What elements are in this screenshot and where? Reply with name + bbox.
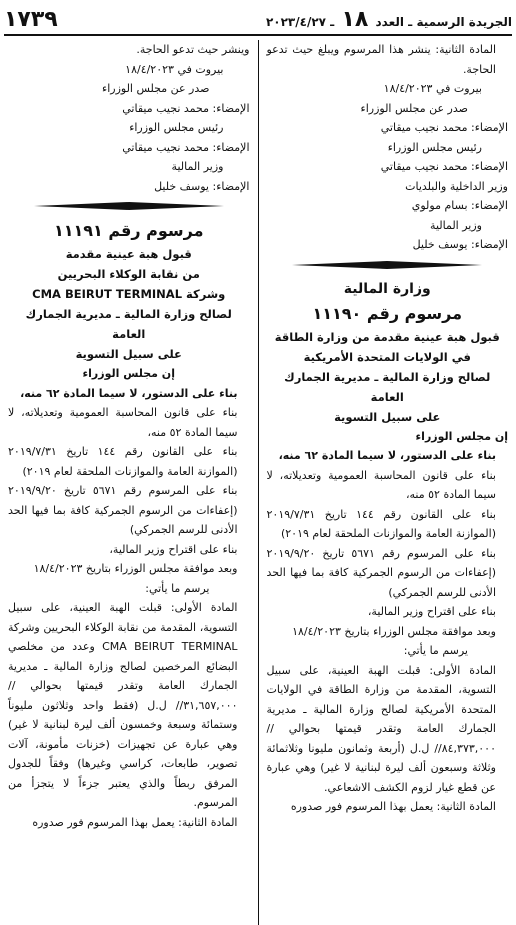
left-proposal-clause: بناء على اقتراح وزير المالية، xyxy=(109,542,238,556)
left-constitution-clause: بناء على الدستور، لا سيما المادة ٦٢ منه، xyxy=(20,386,238,400)
ministry-heading: وزارة المالية xyxy=(343,280,431,297)
right-decree-heading-3: لصالح وزارة المالية ـ مديرية الجمارك العامة xyxy=(284,369,491,404)
right-decree-heading-1: قبول هبة عينية مقدمة من وزارة الطاقة xyxy=(274,329,500,344)
page-header xyxy=(4,4,512,36)
right-signature-4: الإمضاء: يوسف خليل xyxy=(412,238,508,251)
left-publish-continuation: وينشر حيث تدعو الحاجة. xyxy=(136,43,250,56)
left-law-144-clause: بناء على القانون رقم ١٤٤ تاريخ ٢٠١٩/٧/٣١ (الموازنة العامة والموازنات الملحقة لعام ٢٠١٩) xyxy=(8,445,238,478)
right-place-date: بيروت في ١٨/٤/٢٠٢٣ xyxy=(383,82,482,95)
left-approval-clause: وبعد موافقة مجلس الوزراء بتاريخ ١٨/٤/٢٠٢٣ xyxy=(33,562,238,575)
gazette-title: الجريدة الرسمية ـ العدد xyxy=(375,14,512,29)
gazette-issue-info xyxy=(266,7,512,32)
left-column xyxy=(4,40,254,925)
left-pm-title: رئيس مجلس الوزراء xyxy=(129,121,224,134)
page-number: ١٧٣٩ xyxy=(4,6,58,32)
right-decree-5671-clause: بناء على المرسوم رقم ٥٦٧١ تاريخ ٢٠١٩/٩/٢٠ (إعفاءات من الرسوم الجمركية كافة بما فيها الحد الأدنى للرسم الجمركي) xyxy=(266,546,496,599)
left-decrees-following: يرسم ما يأتي: xyxy=(145,581,210,595)
right-council-intro: إن مجلس الوزراء xyxy=(415,429,508,443)
right-decrees-following: يرسم ما يأتي: xyxy=(403,644,468,657)
right-decree-heading-2: في الولايات المتحدة الأمريكية xyxy=(303,349,471,364)
left-signature-1: الإمضاء: محمد نجيب ميقاتي xyxy=(122,101,250,115)
right-finance-minister-title: وزير المالية xyxy=(430,218,482,232)
left-decree-heading-5: على سبيل التسوية xyxy=(75,347,182,361)
right-article-1: المادة الأولى: قبلت الهبة العينية، على سبيل التسوية، المقدمة من وزارة الطاقة في الولايات المتحدة الأمريكية لصالح وزارة المالية ـ مديرية الجمارك العامة وتقدر قيمتها بحوالي //٨٤,٣٧٣,٠٠٠// ل.ل (أربعة وثمانون مليونا وثلاثمائة وثلاثة وسبعون ألف ليرة لبنانية لا غير) وهي عبارة عن قطع غيار لزوم الكشف الاشعاعي. xyxy=(266,663,496,794)
left-decree-5671-clause: بناء على المرسوم رقم ٥٦٧١ تاريخ ٢٠١٩/٩/٢٠ (إعفاءات من الرسوم الجمركية كافة بما فيها الحد الأدنى للرسم الجمركي) xyxy=(8,484,238,536)
left-accounting-law-clause: بناء على قانون المحاسبة العمومية وتعديلاته، لا سيما المادة ٥٢ منه، xyxy=(8,406,238,439)
left-decree-heading-2: من نقابة الوكلاء البحريين xyxy=(57,267,200,281)
section-separator xyxy=(8,202,250,210)
left-article-1: المادة الأولى: قبلت الهبة العينية، على سبيل التسوية، المقدمة من نقابة الوكلاء البحريين وشركة CMA BEIRUT TERMINAL وعدد من مخلصي البضائع المرخصين لصالح وزارة المالية ـ مديرية الجمارك العامة وتقدر قيمتها بحوالي //٣١,٦٥٧,٠٠٠// ل.ل (فقط واحد وثلاثون مليوناً وستمائة وسبعة وخمسون ألف ليرة لبنانية لا غير) وهي عبارة عن تجهيزات (خزنات مأمونة، آلات تصوير، طابعات، كراسي وغيرها) وفقاً للجدول المرفق ربطاً والذي يعتبر جزءاً لا يتجزأ من المرسوم. xyxy=(8,601,238,809)
left-issued-by: صدر عن مجلس الوزراء xyxy=(102,82,210,95)
right-proposal-clause: بناء على اقتراح وزير المالية، xyxy=(367,605,496,618)
left-decree-heading-3: وشركة CMA BEIRUT TERMINAL xyxy=(32,287,226,301)
column-divider xyxy=(258,40,259,925)
issue-date: ـ ٢٠٢٣/٤/٢٧ xyxy=(265,14,335,29)
right-issued-by: صدر عن مجلس الوزراء xyxy=(360,101,468,115)
right-approval-clause: وبعد موافقة مجلس الوزراء بتاريخ ١٨/٤/٢٠٢٣ xyxy=(292,624,496,638)
left-finance-minister-title: وزير المالية xyxy=(171,160,224,173)
issue-number: ١٨ xyxy=(341,6,369,32)
left-signature-3: الإمضاء: يوسف خليل xyxy=(154,179,250,193)
two-column-body xyxy=(4,40,512,925)
right-pm-title: رئيس مجلس الوزراء xyxy=(387,140,482,154)
right-article-2: المادة الثانية: يعمل بهذا المرسوم فور صدوره xyxy=(290,800,496,813)
right-column xyxy=(263,40,513,925)
right-decree-heading-4: على سبيل التسوية xyxy=(334,409,441,424)
right-decree-number: مرسوم رقم ١١١٩٠ xyxy=(312,303,463,323)
left-decree-heading-1: قبول هبة عينية مقدمة xyxy=(65,247,192,261)
right-law-144-clause: بناء على القانون رقم ١٤٤ تاريخ ٢٠١٩/٧/٣١ (الموازنة العامة والموازنات الملحقة لعام ٢٠١٩) xyxy=(266,507,496,540)
right-signature-3: الإمضاء: بسام مولوي xyxy=(411,199,508,212)
left-article-2: المادة الثانية: يعمل بهذا المرسوم فور صدوره xyxy=(32,815,238,829)
left-council-intro: إن مجلس الوزراء xyxy=(82,367,175,380)
left-decree-heading-4: لصالح وزارة المالية ـ مديرية الجمارك العامة xyxy=(25,307,232,341)
left-signature-2: الإمضاء: محمد نجيب ميقاتي xyxy=(122,140,250,154)
right-constitution-clause: بناء على الدستور، لا سيما المادة ٦٢ منه، xyxy=(278,449,496,462)
right-interior-minister-title: وزير الداخلية والبلديات xyxy=(405,179,508,193)
section-separator xyxy=(267,261,509,269)
left-place-date: بيروت في ١٨/٤/٢٠٢٣ xyxy=(125,62,224,76)
right-article-2-publish: المادة الثانية: ينشر هذا المرسوم ويبلغ حيث تدعو الحاجة. xyxy=(266,43,496,76)
right-accounting-law-clause: بناء على قانون المحاسبة العمومية وتعديلاته، لا سيما المادة ٥٢ منه، xyxy=(266,468,496,501)
left-decree-number: مرسوم رقم ١١١٩١ xyxy=(53,221,204,240)
right-signature-2: الإمضاء: محمد نجيب ميقاتي xyxy=(380,160,508,173)
right-signature-1: الإمضاء: محمد نجيب ميقاتي xyxy=(380,121,508,134)
